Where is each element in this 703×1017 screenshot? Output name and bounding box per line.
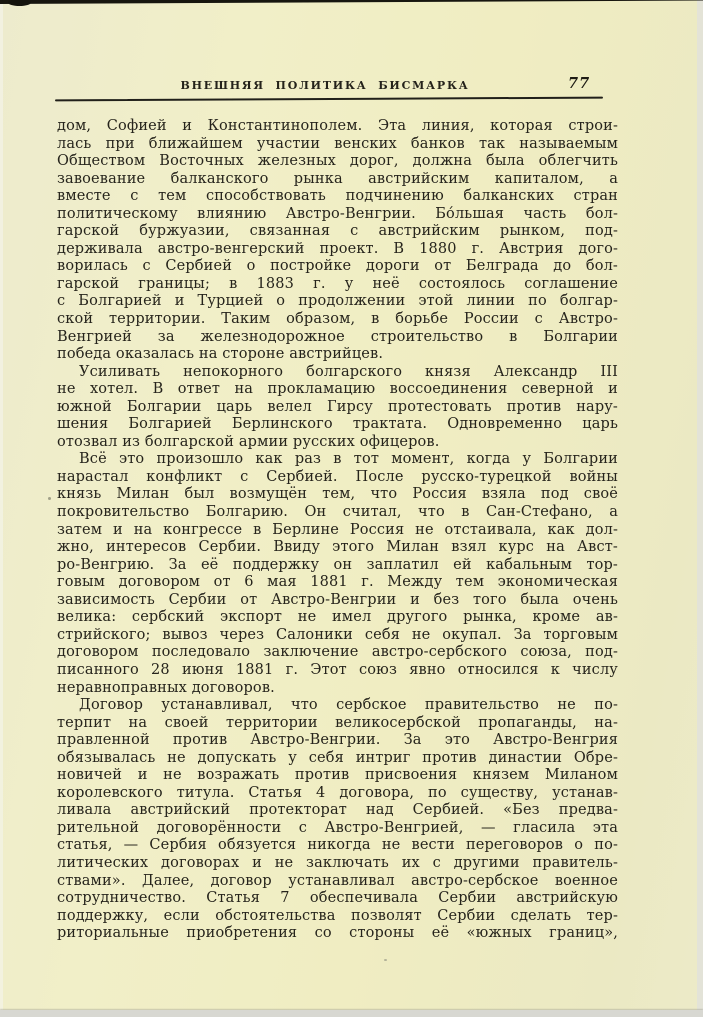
scan-speck bbox=[48, 497, 51, 500]
text-line: ствами». Далее, договор устанавливал австро-сербское военное bbox=[57, 872, 618, 889]
text-line: держивала австро-венгерский проект. В 1880 г. Австрия дого- bbox=[57, 240, 618, 257]
text-line: отозвал из болгарской армии русских офицеров. bbox=[57, 433, 440, 450]
text-line: Договор устанавливал, что сербское правительство не по- bbox=[79, 697, 618, 714]
text-line: договором последовало заключение австро-сербского союза, под- bbox=[57, 644, 618, 661]
text-line: литических договорах и не заключать их с другими правитель- bbox=[57, 854, 618, 871]
scan-edge-top bbox=[0, 0, 703, 4]
text-line: поддержку, если обстоятельства позволят Сербии сделать тер- bbox=[57, 907, 618, 924]
text-line: Обществом Восточных железных дорог, должна была облегчить bbox=[57, 153, 618, 170]
text-line: ской территории. Таким образом, в борьбе России с Австро- bbox=[57, 311, 618, 328]
text-line: зависимость Сербии от Австро-Венгрии и без того была очень bbox=[57, 591, 618, 608]
text-line: статья, — Сербия обязуется никогда не вести переговоров о по- bbox=[57, 837, 618, 854]
text-line: правленной против Австро-Венгрии. За это Австро-Венгрия bbox=[57, 732, 618, 749]
body-text bbox=[57, 118, 618, 943]
text-line: новичей и не возражать против присвоения князем Миланом bbox=[57, 767, 618, 784]
text-line: затем и на конгрессе в Берлине Россия не отстаивала, как дол- bbox=[57, 521, 618, 538]
text-line: неравноправных договоров. bbox=[57, 679, 275, 696]
text-line: покровительство Болгарию. Он считал, что в Сан-Стефано, а bbox=[57, 504, 618, 521]
text-line: говым договором от 6 мая 1881 г. Между тем экономическая bbox=[57, 574, 618, 591]
text-line: вместе с тем способствовать подчинению балканских стран bbox=[57, 188, 618, 205]
text-line: победа оказалась на стороне австрийцев. bbox=[57, 346, 384, 363]
scan-edge-left bbox=[0, 0, 3, 1017]
text-line: дом, Софией и Константинополем. Эта линия, которая строи- bbox=[57, 118, 618, 134]
scan-smudge bbox=[8, 0, 31, 6]
text-line: нарастал конфликт с Сербией. После русско-турецкой войны bbox=[57, 468, 618, 485]
text-line: сотрудничество. Статья 7 обеспечивала Сербии австрийскую bbox=[57, 890, 618, 907]
text-line: жно, интересов Сербии. Ввиду этого Милан взял курс на Авст- bbox=[57, 539, 618, 556]
text-line: королевского титула. Статья 4 договора, по существу, устанав- bbox=[57, 784, 618, 801]
text-line: терпит на своей территории великосербской пропаганды, на- bbox=[57, 714, 618, 731]
header-rule bbox=[55, 97, 603, 102]
text-line: лась при ближайшем участии венских банков так называемым bbox=[57, 135, 618, 152]
text-line: обязывалась не допускать у себя интриг против династии Обре- bbox=[57, 749, 618, 766]
scan-speck bbox=[384, 959, 387, 961]
scan-edge-right bbox=[697, 0, 703, 1017]
text-line: политическому влиянию Австро-Венгрии. Бо́льшая часть бол- bbox=[57, 205, 618, 222]
text-line: гарской границы; в 1883 г. у неё состоялось соглашение bbox=[57, 275, 618, 292]
text-line: ворилась с Сербией о постройке дороги от Белграда до бол- bbox=[57, 258, 618, 275]
text-line: ро-Венгрию. За её поддержку он заплатил ей кабальным тор- bbox=[57, 556, 618, 573]
text-line: Венгрией за железнодорожное строительство в Болгарии bbox=[57, 328, 618, 345]
text-line: стрийского; вывоз через Салоники себя не окупал. За торговым bbox=[57, 626, 618, 643]
scan-edge-bottom bbox=[0, 1010, 703, 1017]
text-line: велика: сербский экспорт не имел другого рынка, кроме ав- bbox=[57, 609, 618, 626]
running-header-title: ВНЕШНЯЯ ПОЛИТИКА БИСМАРКА bbox=[180, 79, 470, 92]
text-line: ливала австрийский протекторат над Сербией. «Без предва- bbox=[57, 802, 618, 819]
text-line: гарской буржуазии, связанная с австрийским рынком, под- bbox=[57, 223, 618, 240]
text-line: рительной договорённости с Австро-Венгрией, — гласила эта bbox=[57, 819, 618, 836]
text-line: с Болгарией и Турцией о продолжении этой линии по болгар- bbox=[57, 293, 618, 310]
text-line: Усиливать непокорного болгарского князя Александр III bbox=[79, 363, 618, 380]
text-line: южной Болгарии царь велел Гирсу протестовать против нару- bbox=[57, 398, 618, 415]
text-line: Всё это произошло как раз в тот момент, когда у Болгарии bbox=[79, 451, 618, 468]
text-line: не хотел. В ответ на прокламацию воссоединения северной и bbox=[57, 381, 618, 398]
text-line: писанного 28 июня 1881 г. Этот союз явно относился к числу bbox=[57, 661, 618, 678]
text-line: шения Болгарией Берлинского трактата. Одновременно царь bbox=[57, 416, 618, 433]
text-line: риториальные приобретения со стороны её «южных границ», bbox=[57, 925, 618, 942]
text-line: завоевание балканского рынка австрийским капиталом, а bbox=[57, 170, 618, 187]
text-line: князь Милан был возмущён тем, что Россия взяла под своё bbox=[57, 486, 618, 503]
page-number: 77 bbox=[568, 75, 591, 92]
